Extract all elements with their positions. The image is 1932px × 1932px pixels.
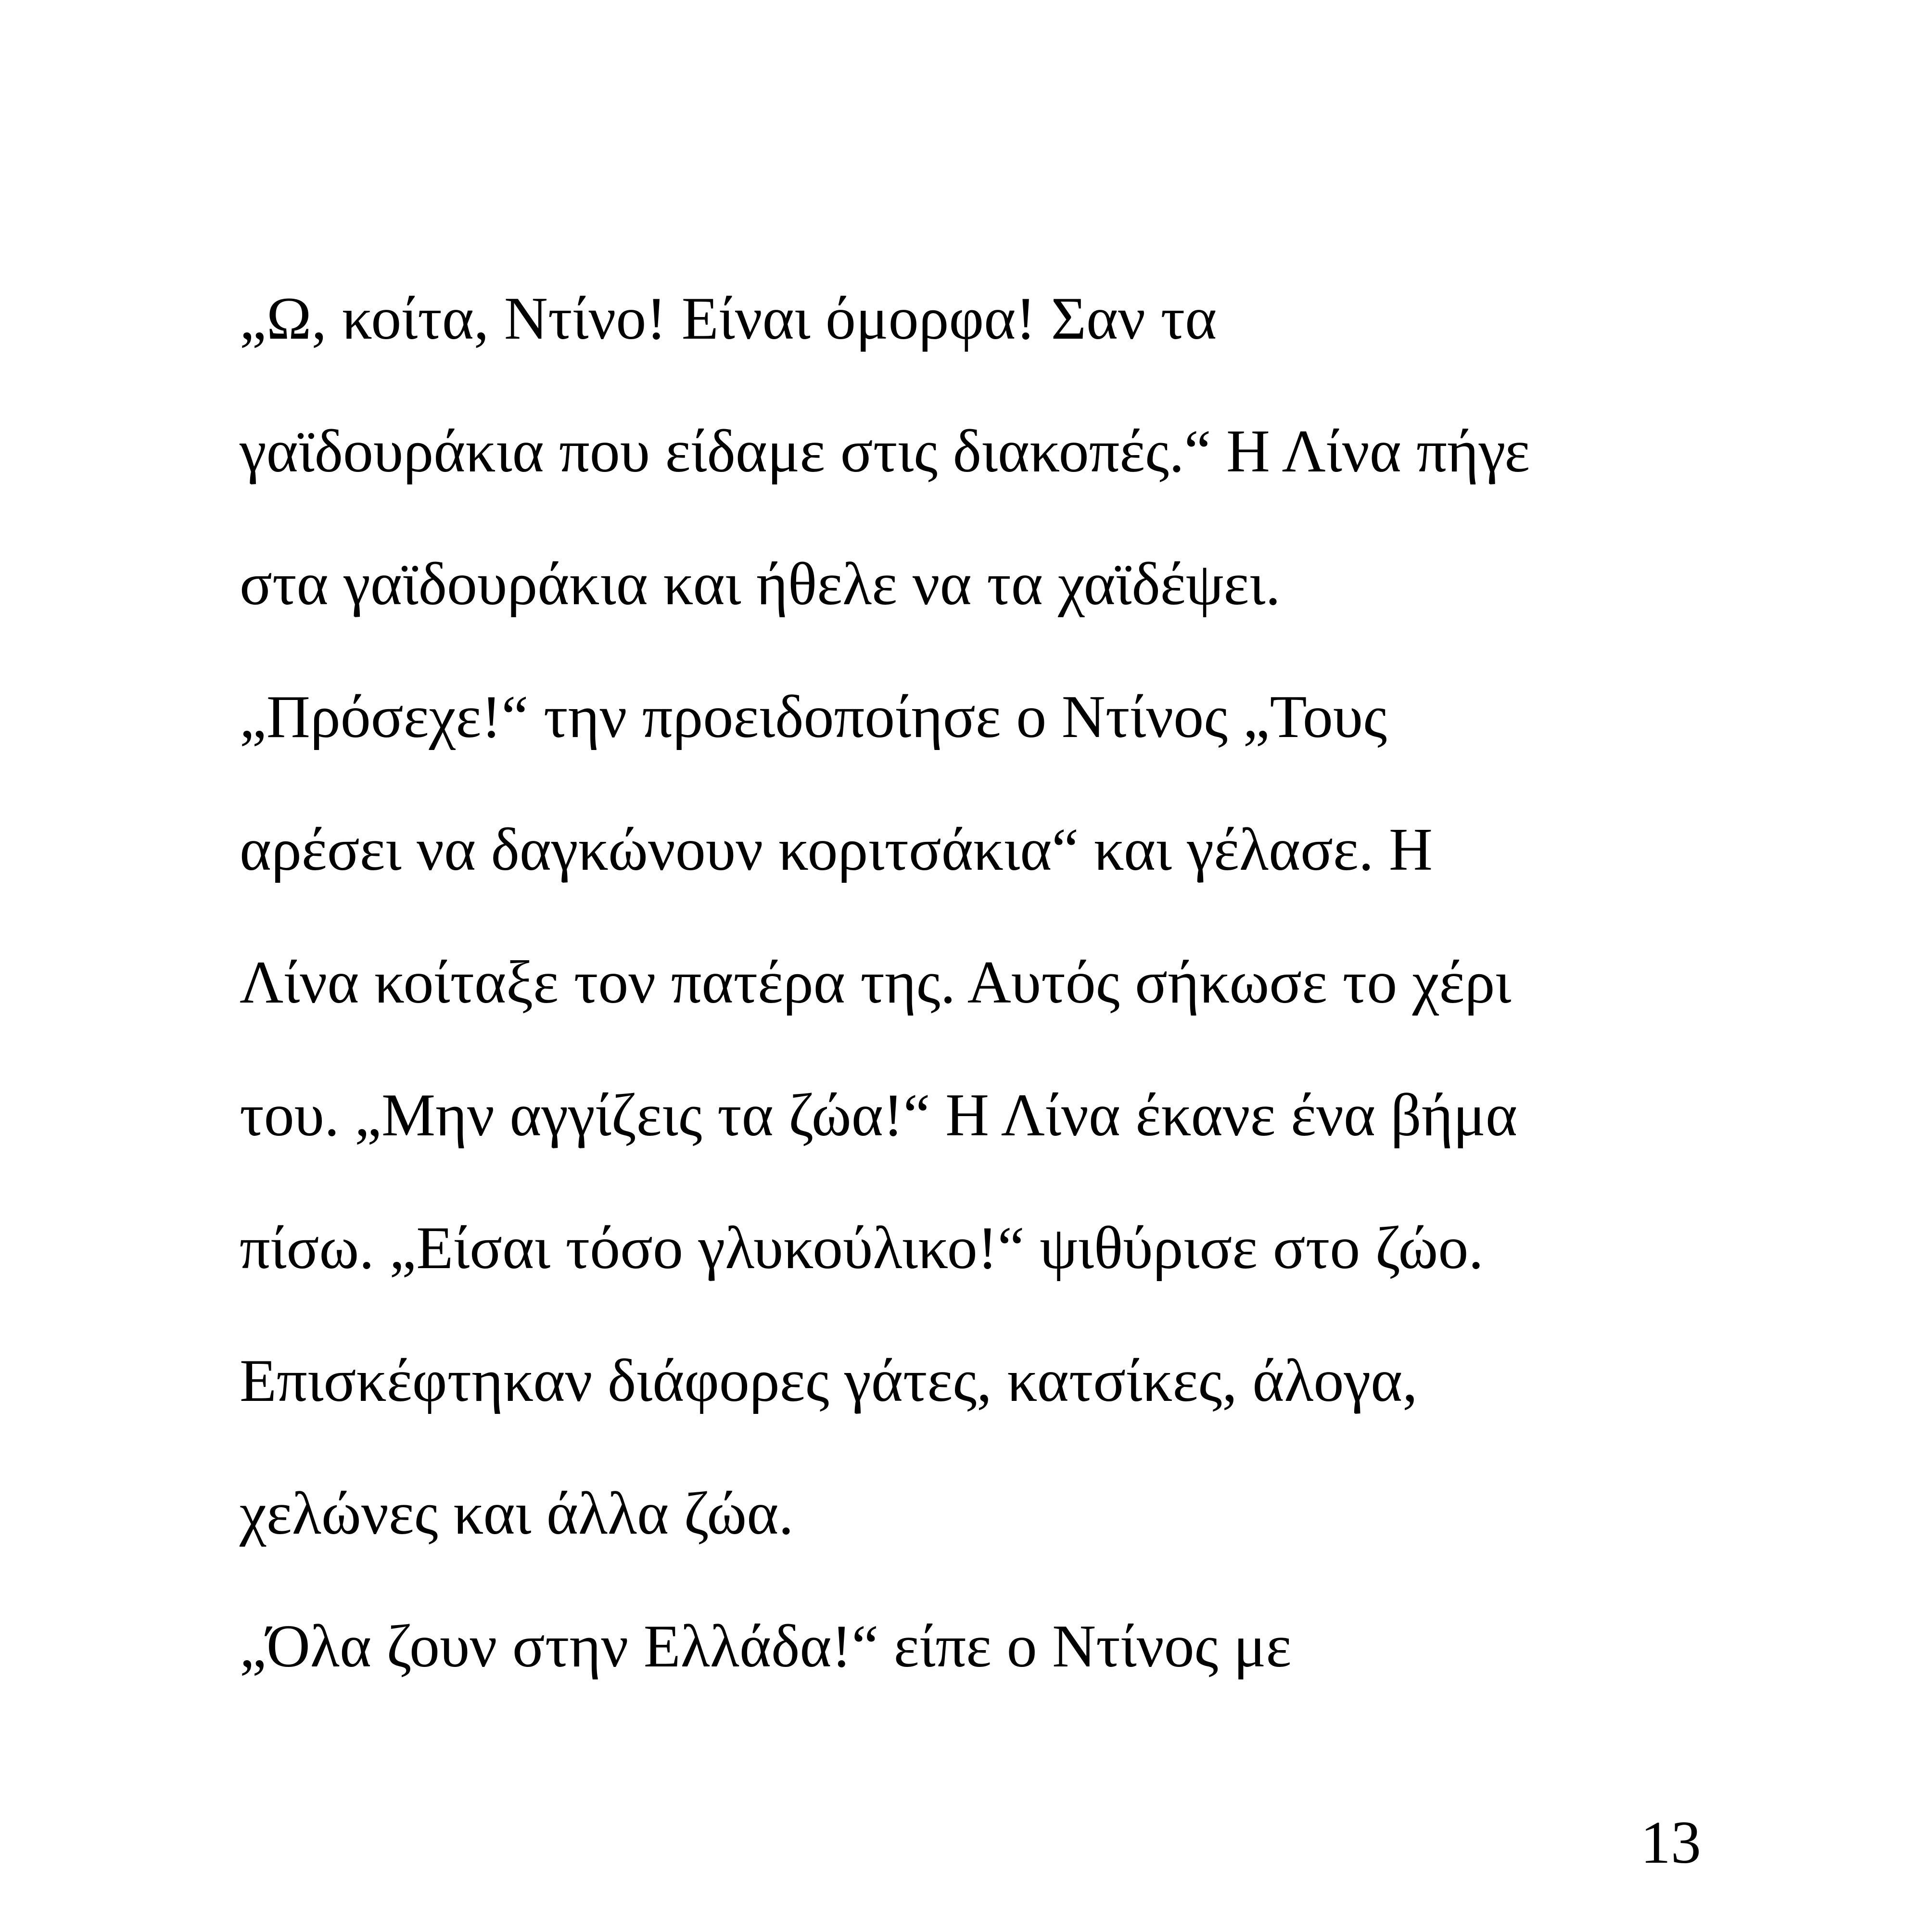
text-line: αρέσει να δαγκώνουν κοριτσάκια“ και γέλασε. Η	[240, 816, 1433, 883]
text-line: γαϊδουράκια που είδαμε στις διακοπές.“ Η Λίνα πήγε	[240, 418, 1530, 485]
page-number: 13	[1640, 1809, 1701, 1876]
text-line: „Πρόσεχε!“ την προειδοποίησε ο Ντίνος „Τους	[240, 684, 1387, 750]
text-line: „Ω, κοίτα, Ντίνο! Είναι όμορφα! Σαν τα	[240, 285, 1217, 352]
text-line: του. „Μην αγγίζεις τα ζώα!“ Η Λίνα έκανε ένα βήμα	[240, 1082, 1518, 1149]
text-line: „Όλα ζουν στην Ελλάδα!“ είπε ο Ντίνος με	[240, 1613, 1292, 1680]
text-line: Λίνα κοίταξε τον πατέρα της. Αυτός σήκωσε το χέρι	[240, 949, 1512, 1016]
text-line: στα γαϊδουράκια και ήθελε να τα χαϊδέψει.	[240, 551, 1281, 618]
text-line: χελώνες και άλλα ζώα.	[240, 1480, 794, 1547]
text-line: πίσω. „Είσαι τόσο γλυκούλικο!“ ψιθύρισε στο ζώο.	[240, 1215, 1484, 1282]
text-line: Επισκέφτηκαν διάφορες γάτες, κατσίκες, άλογα,	[240, 1347, 1418, 1414]
